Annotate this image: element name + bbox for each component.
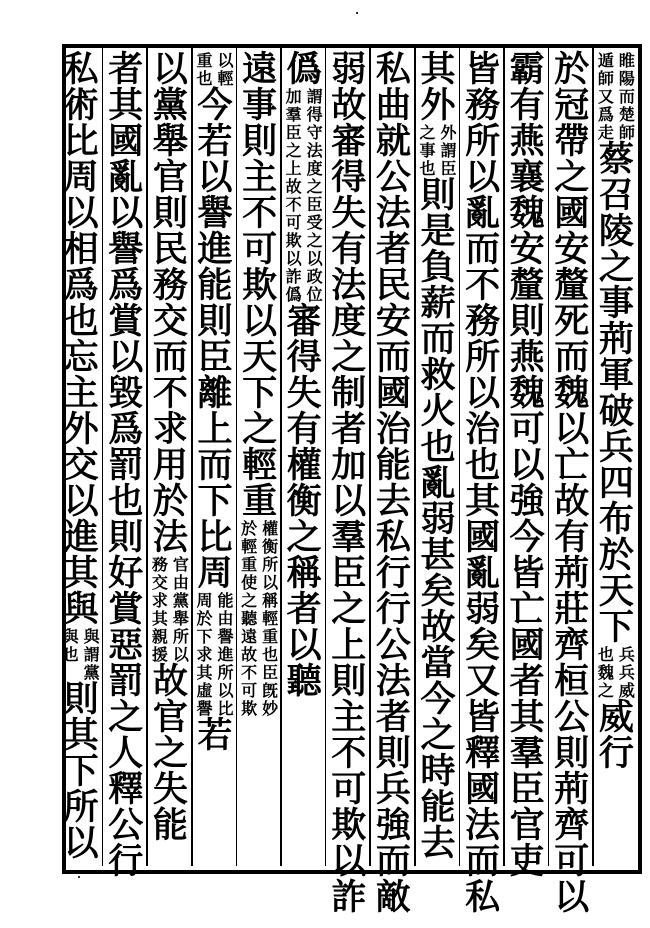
main-text: 若 xyxy=(197,715,233,756)
main-text: 於 冠 帶 之 國 安 釐 死 而 魏 以 亡 故 有 荊 莊 齊 桓 公 則 荊 齊 可 以 xyxy=(554,49,590,918)
main-text: 蔡 召 陵 之 事 荊 軍 破 兵 四 布 於 天 下 xyxy=(598,139,634,648)
annotation-note xyxy=(61,628,102,682)
main-text: 則 是 負 薪 而 救 火 也 亂 弱 甚 矣 故 當 今 之 時 能 去 xyxy=(420,175,456,864)
main-text: 威 行 xyxy=(598,697,634,774)
main-text: 審 得 失 有 權 衡 之 稱 者 以 聽 xyxy=(286,301,322,702)
annotation-line: 官 由 黨 舉 所 以 xyxy=(172,555,189,664)
annotation-line: 與 謂 黨 xyxy=(83,627,100,682)
text-column xyxy=(192,52,238,864)
text-column xyxy=(147,49,193,864)
annotation-line: 謂 得 守 法 度 之 臣 受 之 以 政 位 xyxy=(306,87,323,304)
annotation-line: 睢 陽 而 楚 師 xyxy=(618,51,635,142)
annotation-line: 魏 之 xyxy=(597,663,614,700)
text-column xyxy=(103,49,149,882)
annotation-line: 兵 威 xyxy=(618,663,635,700)
annotation-line: 務 交 求 其 親 援 xyxy=(151,555,168,664)
text-column xyxy=(593,52,639,864)
text-column xyxy=(549,49,595,918)
text-column xyxy=(370,49,416,918)
annotation-note xyxy=(596,646,637,664)
main-text: 僞 xyxy=(286,49,322,90)
text-column xyxy=(460,49,506,918)
annotation-line: 周 於 下 求 其 虛 譽 xyxy=(196,591,213,718)
annotation-line: 能 由 譽 進 所 以 比 xyxy=(217,591,234,718)
main-text: 以 黨 舉 官 則 民 務 交 而 不 求 用 於 法 xyxy=(152,49,188,558)
annotation-line: 於 輕 重 使 之 聽 遠 故 不 可 欺 xyxy=(241,519,258,718)
main-text: 遠 事 則 主 不 可 欺 以 天 下 之 輕 重 xyxy=(242,49,278,522)
main-text: 者 其 國 亂 以 譽 爲 賞 以 毀 爲 罰 也 則 好 賞 惡 罰 之 人 釋 公 行 xyxy=(108,49,144,882)
annotation-note xyxy=(418,124,459,178)
main-text: 今 若 以 譽 進 能 則 臣 離 上 而 下 比 周 xyxy=(197,85,233,594)
annotation-note xyxy=(596,664,637,700)
annotation-line: 兵 xyxy=(618,645,635,664)
text-column xyxy=(281,49,327,864)
annotation-note xyxy=(150,556,191,664)
main-text: 皆 務 所 以 亂 而 不 務 所 以 治 也 其 國 亂 弱 矣 又 皆 釋 國 法 而 私 xyxy=(465,49,501,918)
annotation-line: 以 輕 xyxy=(217,51,234,88)
main-text: 故 官 之 失 能 xyxy=(152,661,188,846)
main-text: 其 外 xyxy=(420,49,456,126)
speck xyxy=(78,876,80,878)
text-column xyxy=(504,49,550,882)
annotation-note xyxy=(284,88,325,304)
annotation-line: 與 也 xyxy=(62,627,79,664)
main-text: 私 曲 就 公 法 者 民 安 而 國 治 能 去 私 行 行 公 法 者 則 兵 強 而 敵 xyxy=(375,49,411,918)
annotation-note xyxy=(195,592,236,718)
annotation-note xyxy=(195,52,236,88)
main-text: 私 術 比 周 以 相 爲 也 忘 主 外 交 以 進 其 與 xyxy=(63,49,99,630)
annotation-line: 之 事 也 xyxy=(419,123,436,178)
text-column xyxy=(326,49,372,918)
text-column xyxy=(237,49,283,864)
annotation-note xyxy=(596,52,637,142)
annotation-line: 外 謂 臣 xyxy=(440,123,457,178)
speck xyxy=(356,12,358,14)
annotation-line: 重 也 xyxy=(196,51,213,88)
main-text: 則 其 下 所 以 xyxy=(63,679,99,864)
text-column xyxy=(415,49,461,864)
text-column xyxy=(58,49,104,864)
main-text: 弱 故 審 得 失 有 法 度 之 制 者 加 以 羣 臣 之 上 則 主 不 可 欺 以 詐 xyxy=(331,49,367,918)
annotation-line: 也 xyxy=(597,645,614,664)
annotation-line: 遁 師 又 爲 走 xyxy=(597,51,614,142)
annotation-note xyxy=(239,520,280,718)
annotation-line: 加 羣 臣 之 上 故 不 可 欺 以 詐 僞 xyxy=(285,87,302,304)
main-text: 霸 有 燕 襄 魏 安 釐 則 燕 魏 可 以 強 今 皆 亡 國 者 其 羣 臣 官 吏 xyxy=(509,49,545,882)
annotation-line: 權 衡 所 以 稱 輕 重 也 臣 旣 妙 xyxy=(262,519,279,718)
